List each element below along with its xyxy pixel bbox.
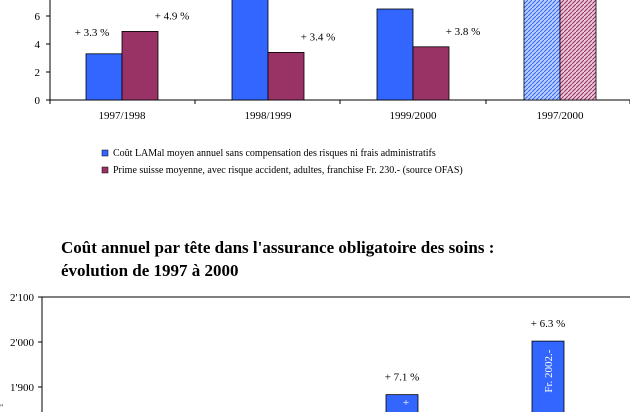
chart-top-data-label: + 3.4 % [300,31,336,44]
chart-bottom-data-label: + 6.3 % [530,318,566,331]
chart-top-y-tick-label: 2 [34,67,40,79]
chart-top [35,0,630,176]
chart-top-x-tick-label: 1998/1999 [244,110,292,122]
bar-premium [560,0,596,100]
chart-top-y-tick-label: 0 [34,95,40,107]
bar-cost [86,54,122,100]
bar-premium [268,52,304,100]
chart-top-x-tick-label: 1999/2000 [389,110,437,122]
legend-swatch-premium [102,167,108,173]
legend-swatch-cost [102,150,108,156]
chart-bottom-bars [385,318,566,412]
chart-bottom-y-ticks [10,292,42,394]
bar-cost [377,9,413,100]
chart-bottom-y-tick-label: 2'100 [10,292,34,304]
chart-bottom-bar-value-stub: + [402,397,410,409]
chart-bottom-data-label: + 7.1 % [384,371,420,384]
chart-top-y-tick-label: 6 [34,11,40,23]
chart-bottom-y-tick-label: 1'900 [10,382,34,394]
legend-label-premium: Prime suisse moyenne, avec risque accident, adultes, franchise Fr. 230.- (source OFAS) [113,165,463,176]
chart-top-legend [102,148,463,176]
chart-bottom-title-line2: évolution de 1997 à 2000 [61,261,239,280]
legend-label-cost: Coût LAMal moyen annuel sans compensation des risques ni frais administratifs [113,148,436,159]
chart-bottom-bar-value-label: Fr. 2002.- [543,349,555,393]
chart-top-data-label: + 3.8 % [445,25,481,38]
edge-mark: " [0,403,4,412]
chart-bottom-y-tick-label: 2'000 [10,337,34,349]
chart-top-data-label: + 4.9 % [154,10,190,23]
chart-bottom-title-line1: Coût annuel par tête dans l'assurance obligatoire des soins : [61,238,495,257]
bar-premium [122,31,158,100]
chart-top-x-tick-label: 1997/1998 [98,110,146,122]
chart-bottom [10,238,630,412]
bar-premium [413,47,449,100]
bar-cost [524,0,560,100]
chart-top-x-tick-label: 1997/2000 [536,110,584,122]
chart-top-y-tick-label: 4 [34,39,40,51]
chart-top-data-label: + 3.3 % [74,26,110,39]
chart-top-y-ticks [35,11,51,107]
bar-cost [232,0,268,100]
chart-top-x-ticks [50,100,630,122]
